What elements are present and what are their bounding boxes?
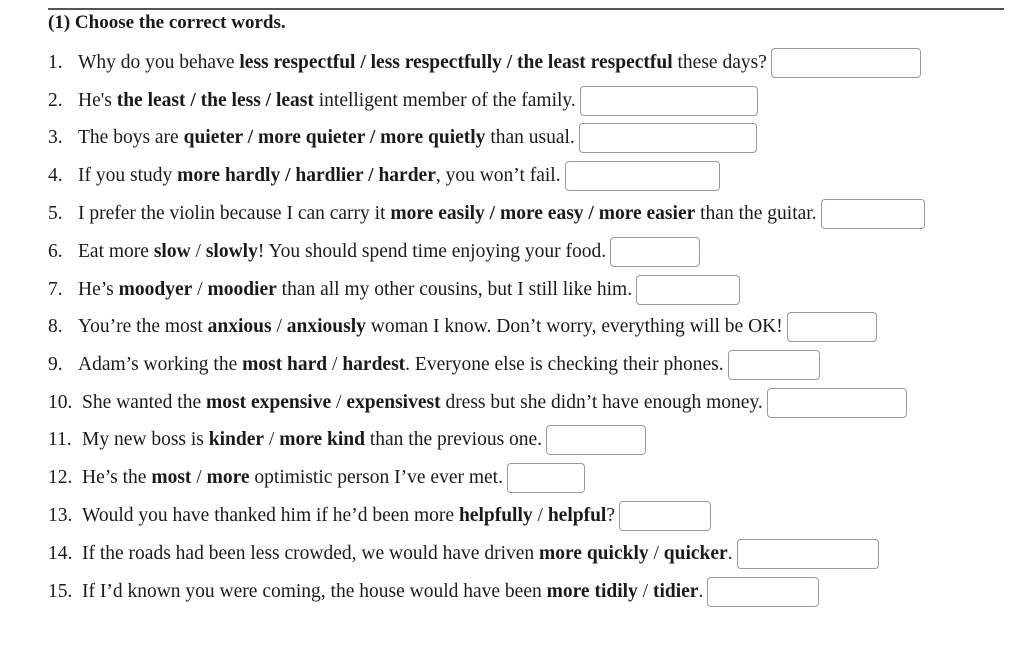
- question-text-segment: Adam’s working the: [78, 354, 243, 375]
- answer-options: most: [151, 467, 192, 488]
- question-number: 1.: [48, 52, 63, 73]
- question-text-segment: Would you have thanked him if he’d been more: [82, 505, 459, 526]
- question-text-segment: You’re the most: [78, 316, 208, 337]
- question-text-segment: He’s the: [82, 467, 152, 488]
- question-text-segment: /: [264, 429, 280, 450]
- question-text-segment: He's: [78, 90, 117, 111]
- question-text: [78, 316, 783, 338]
- question-number: 7.: [48, 279, 63, 300]
- question-text-segment: than the guitar.: [695, 203, 817, 224]
- answer-options: kinder: [208, 429, 265, 450]
- question-text-segment: If you study: [78, 165, 178, 186]
- question-number: 5.: [48, 203, 63, 224]
- question-number: 12.: [48, 467, 73, 488]
- answer-options: slow: [153, 241, 191, 262]
- question-text: [82, 392, 763, 414]
- answer-options: expensivest: [346, 392, 441, 413]
- question-item: [48, 351, 820, 379]
- question-text: [82, 543, 733, 565]
- answer-options: moodier: [207, 279, 277, 300]
- question-item: [48, 502, 711, 530]
- question-text-segment: these days?: [672, 52, 767, 73]
- answer-options: most expensive: [206, 392, 332, 413]
- question-text: [78, 203, 817, 225]
- question-text-segment: .: [698, 581, 704, 602]
- question-item: [48, 540, 879, 568]
- question-text: [82, 429, 542, 451]
- answer-options: helpfully: [458, 505, 533, 526]
- question-text-segment: If the roads had been less crowded, we would have driven: [82, 543, 540, 564]
- question-text-segment: .: [727, 543, 733, 564]
- question-text-segment: He’s: [78, 279, 119, 300]
- question-text-segment: /: [271, 316, 287, 337]
- question-text-segment: , you won’t fail.: [435, 165, 561, 186]
- answer-box[interactable]: [507, 463, 585, 493]
- answer-box[interactable]: [728, 350, 820, 380]
- question-text-segment: /: [190, 241, 206, 262]
- answer-options: most hard: [242, 354, 328, 375]
- question-text-segment: Eat more: [78, 241, 154, 262]
- question-text-segment: ! You should spend time enjoying your food.: [257, 241, 607, 262]
- question-text-segment: /: [327, 354, 343, 375]
- answer-options: more hardly / hardlier / harder: [177, 165, 436, 186]
- answer-options: more easily / more easy / more easier: [390, 203, 696, 224]
- question-number: 10.: [48, 392, 73, 413]
- question-item: [48, 87, 758, 115]
- question-number: 9.: [48, 354, 63, 375]
- question-text-segment: Why do you behave: [78, 52, 240, 73]
- answer-options: more tidily: [546, 581, 638, 602]
- question-text-segment: than the previous one.: [364, 429, 543, 450]
- answer-box[interactable]: [546, 425, 646, 455]
- top-rule: [48, 8, 1004, 10]
- question-text-segment: than all my other cousins, but I still like him.: [276, 279, 633, 300]
- question-item: [48, 124, 757, 152]
- question-text: [78, 241, 606, 263]
- question-item: [48, 426, 646, 454]
- answer-box[interactable]: [771, 48, 921, 78]
- question-text: [82, 467, 503, 489]
- answer-box[interactable]: [737, 539, 879, 569]
- question-text: [78, 165, 561, 187]
- answer-box[interactable]: [636, 275, 740, 305]
- answer-options: more quickly: [539, 543, 649, 564]
- question-text-segment: intelligent member of the family.: [313, 90, 576, 111]
- answer-options: anxiously: [286, 316, 366, 337]
- question-text: [78, 354, 724, 376]
- question-text-segment: The boys are: [78, 127, 184, 148]
- question-item: [48, 578, 819, 606]
- question-text: [78, 127, 575, 149]
- answer-options: moodyer: [118, 279, 193, 300]
- answer-options: more kind: [279, 429, 365, 450]
- exercise-heading: (1) Choose the correct words.: [48, 12, 286, 33]
- question-item: [48, 238, 700, 266]
- question-text: [78, 279, 632, 301]
- question-text-segment: /: [191, 467, 207, 488]
- question-text-segment: If I’d known you were coming, the house would have been: [82, 581, 547, 602]
- answer-options: anxious: [207, 316, 272, 337]
- answer-options: less respectful / less respectfully / the least respectful: [239, 52, 673, 73]
- answer-box[interactable]: [767, 388, 907, 418]
- answer-options: quieter / more quieter / more quietly: [183, 127, 486, 148]
- answer-options: hardest: [342, 354, 406, 375]
- question-number: 3.: [48, 127, 63, 148]
- answer-box[interactable]: [787, 312, 877, 342]
- answer-options: tidier: [652, 581, 699, 602]
- question-text-segment: ?: [606, 505, 615, 526]
- question-number: 11.: [48, 429, 72, 450]
- question-item: [48, 276, 740, 304]
- question-item: [48, 389, 907, 417]
- question-item: [48, 464, 585, 492]
- question-number: 13.: [48, 505, 73, 526]
- answer-box[interactable]: [619, 501, 711, 531]
- question-item: [48, 313, 877, 341]
- question-text-segment: /: [532, 505, 548, 526]
- question-text-segment: /: [648, 543, 664, 564]
- question-item: [48, 162, 720, 190]
- answer-box[interactable]: [579, 123, 757, 153]
- question-text-segment: /: [192, 279, 208, 300]
- answer-box[interactable]: [610, 237, 700, 267]
- answer-box[interactable]: [580, 86, 758, 116]
- question-text-segment: . Everyone else is checking their phones.: [405, 354, 724, 375]
- answer-box[interactable]: [821, 199, 925, 229]
- question-number: 14.: [48, 543, 73, 564]
- question-text-segment: My new boss is: [82, 429, 209, 450]
- question-text-segment: She wanted the: [82, 392, 207, 413]
- question-item: [48, 200, 925, 228]
- question-text: [82, 581, 703, 603]
- question-number: 4.: [48, 165, 63, 186]
- answer-box[interactable]: [565, 161, 720, 191]
- question-text: [78, 52, 767, 74]
- question-text: [82, 505, 615, 527]
- answer-options: quicker: [663, 543, 728, 564]
- question-text-segment: than usual.: [485, 127, 575, 148]
- answer-options: helpful: [547, 505, 607, 526]
- question-text-segment: /: [331, 392, 347, 413]
- answer-options: slowly: [205, 241, 258, 262]
- question-text-segment: I prefer the violin because I can carry it: [78, 203, 391, 224]
- question-text-segment: dress but she didn’t have enough money.: [440, 392, 763, 413]
- question-number: 6.: [48, 241, 63, 262]
- question-item: [48, 49, 921, 77]
- question-number: 2.: [48, 90, 63, 111]
- answer-options: more: [206, 467, 250, 488]
- question-text-segment: optimistic person I’ve ever met.: [249, 467, 503, 488]
- question-text-segment: /: [637, 581, 653, 602]
- answer-options: the least / the less / least: [116, 90, 314, 111]
- answer-box[interactable]: [707, 577, 819, 607]
- question-text-segment: woman I know. Don’t worry, everything will be OK!: [365, 316, 783, 337]
- question-number: 15.: [48, 581, 73, 602]
- question-number: 8.: [48, 316, 63, 337]
- question-text: [78, 90, 576, 112]
